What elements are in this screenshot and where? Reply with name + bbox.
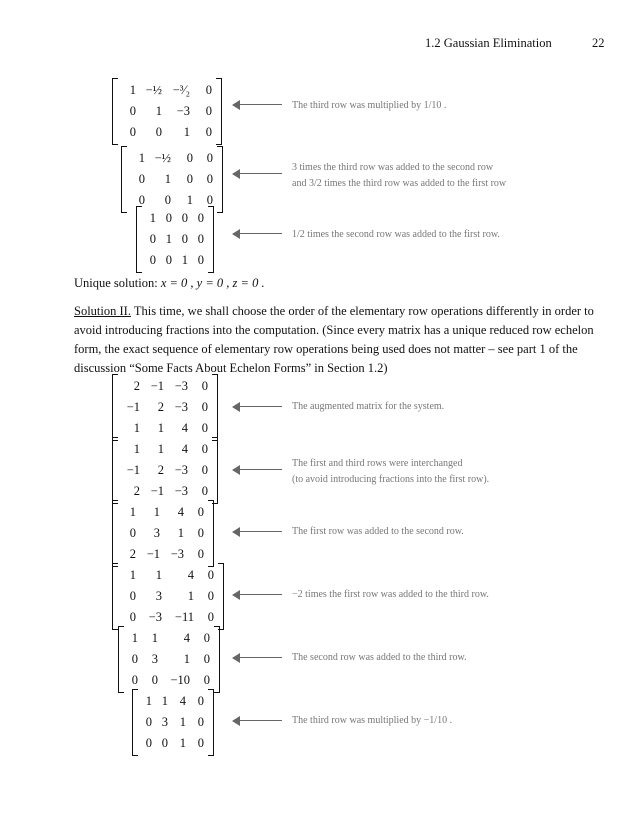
- cell: 0: [129, 589, 136, 603]
- cell: 0: [164, 193, 171, 207]
- cell: 1: [155, 104, 162, 118]
- matrix-a3: [136, 206, 214, 273]
- cell: 4: [187, 568, 194, 582]
- cell: 1: [131, 631, 138, 645]
- cell: 1: [183, 125, 190, 139]
- cell: −1: [126, 400, 140, 414]
- cell: 1: [165, 232, 172, 246]
- cell: 0: [129, 610, 136, 624]
- cell: −1: [126, 463, 140, 477]
- running-header-title: 1.2 Gaussian Elimination: [425, 36, 552, 50]
- cell: 0: [138, 172, 145, 186]
- cell: 0: [129, 104, 136, 118]
- cell: 2: [157, 400, 164, 414]
- cell: 0: [161, 736, 168, 750]
- cell: 1: [157, 442, 164, 456]
- cell: 0: [186, 172, 193, 186]
- cell: 0: [201, 379, 208, 393]
- cell: −3: [174, 484, 188, 498]
- solution-two-paragraph: [74, 302, 594, 378]
- cell: 0: [206, 172, 213, 186]
- cell: 1: [157, 421, 164, 435]
- note-b3: The first row was added to the second row.: [292, 526, 464, 537]
- cell: 0: [165, 211, 172, 225]
- cell: 0: [201, 463, 208, 477]
- cell: 3: [151, 652, 158, 666]
- cell: −½: [154, 151, 171, 165]
- cell: 3: [155, 589, 162, 603]
- cell: 0: [207, 589, 214, 603]
- note-b2-line1: The first and third rows were interchanged: [292, 458, 463, 469]
- cell: 1: [129, 568, 136, 582]
- cell: 2: [133, 379, 140, 393]
- cell: −11: [174, 610, 194, 624]
- arrow-b2: [232, 465, 282, 475]
- cell: −3: [170, 547, 184, 561]
- cell: 2: [157, 463, 164, 477]
- note-b5: The second row was added to the third row.: [292, 652, 467, 663]
- cell: −1: [150, 484, 164, 498]
- cell: 0: [201, 400, 208, 414]
- matrix-b2: [112, 437, 218, 504]
- cell: 0: [205, 83, 212, 97]
- matrix-b1: [112, 374, 218, 441]
- cell: 1: [186, 193, 193, 207]
- cell: 1: [155, 568, 162, 582]
- cell: 0: [145, 715, 152, 729]
- cell: −½: [145, 83, 162, 97]
- cell: −1: [150, 379, 164, 393]
- arrow-a3: [232, 229, 282, 239]
- matrix-b6: [132, 689, 214, 756]
- cell: −³⁄₂: [172, 83, 190, 97]
- cell: −3: [174, 379, 188, 393]
- unique-solution: [74, 274, 594, 293]
- cell: 0: [203, 652, 210, 666]
- cell: 0: [155, 125, 162, 139]
- note-a2-line2: and 3/2 times the third row was added to the first row: [292, 178, 507, 189]
- cell: 0: [201, 421, 208, 435]
- cell: 0: [205, 104, 212, 118]
- note-b2-line2: (to avoid introducing fractions into the first row).: [292, 474, 490, 485]
- cell: −3: [148, 610, 162, 624]
- cell: 0: [131, 673, 138, 687]
- cell: 4: [183, 631, 190, 645]
- cell: 0: [197, 253, 204, 267]
- cell: 0: [197, 736, 204, 750]
- arrow-b5: [232, 653, 282, 663]
- cell: 0: [203, 673, 210, 687]
- page-number: 22: [592, 36, 605, 50]
- cell: −3: [176, 104, 190, 118]
- cell: 1: [133, 442, 140, 456]
- cell: 0: [206, 193, 213, 207]
- arrow-a2: [232, 169, 282, 179]
- cell: 0: [165, 253, 172, 267]
- cell: 0: [201, 442, 208, 456]
- arrow-b4: [232, 590, 282, 600]
- cell: 0: [207, 610, 214, 624]
- cell: 0: [197, 526, 204, 540]
- note-b4: −2 times the first row was added to the third row.: [292, 589, 489, 600]
- cell: 0: [129, 526, 136, 540]
- solution-two-heading: Solution II.: [74, 304, 131, 318]
- arrow-a1: [232, 100, 282, 110]
- cell: 1: [179, 736, 186, 750]
- cell: 4: [181, 442, 188, 456]
- cell: 0: [151, 673, 158, 687]
- cell: 3: [153, 526, 160, 540]
- cell: 0: [206, 151, 213, 165]
- cell: −3: [174, 400, 188, 414]
- cell: 0: [181, 232, 188, 246]
- cell: 4: [177, 505, 184, 519]
- cell: 1: [179, 715, 186, 729]
- cell: −3: [174, 463, 188, 477]
- cell: 0: [149, 253, 156, 267]
- matrix-a2: [121, 146, 223, 213]
- matrix-b3: [112, 500, 214, 567]
- cell: 1: [133, 421, 140, 435]
- cell: 0: [207, 568, 214, 582]
- cell: −1: [146, 547, 160, 561]
- matrix-a1: [112, 78, 222, 145]
- cell: 0: [197, 505, 204, 519]
- note-a1: The third row was multiplied by 1/10 .: [292, 100, 447, 111]
- cell: 0: [197, 211, 204, 225]
- matrix-b4: [112, 563, 224, 630]
- note-a2-line1: 3 times the third row was added to the second row: [292, 162, 494, 173]
- cell: 1: [177, 526, 184, 540]
- cell: 4: [179, 694, 186, 708]
- arrow-b1: [232, 402, 282, 412]
- cell: 1: [187, 589, 194, 603]
- cell: 0: [181, 211, 188, 225]
- arrow-b6: [232, 716, 282, 726]
- note-a3: 1/2 times the second row was added to the first row.: [292, 229, 500, 240]
- cell: 0: [197, 232, 204, 246]
- cell: 0: [205, 125, 212, 139]
- cell: 3: [161, 715, 168, 729]
- cell: 1: [129, 83, 136, 97]
- cell: 4: [181, 421, 188, 435]
- matrix-b5: [118, 626, 220, 693]
- unique-solution-value: x = 0 , y = 0 , z = 0 .: [160, 276, 265, 290]
- unique-solution-label: Unique solution:: [74, 276, 158, 290]
- cell: 1: [129, 505, 136, 519]
- note-b6: The third row was multiplied by −1/10 .: [292, 715, 453, 726]
- cell: 1: [145, 694, 152, 708]
- cell: 0: [145, 736, 152, 750]
- cell: 0: [197, 694, 204, 708]
- cell: 0: [131, 652, 138, 666]
- cell: 1: [153, 505, 160, 519]
- cell: 0: [201, 484, 208, 498]
- cell: 1: [161, 694, 168, 708]
- note-b1: The augmented matrix for the system.: [292, 401, 445, 412]
- solution-two-text: This time, we shall choose the order of the elementary row operations differently in order to avoid introducing fractions into the computation. (Since every matrix has a unique reduced row echelon form, the exact sequence of elementary row operations being used does not matter – see part 1 of the discussion “Some Facts About Echelon Forms” in Section 1.2): [74, 304, 594, 375]
- cell: 0: [138, 193, 145, 207]
- cell: 1: [183, 652, 190, 666]
- cell: 2: [133, 484, 140, 498]
- arrow-b3: [232, 527, 282, 537]
- cell: 0: [186, 151, 193, 165]
- cell: 0: [197, 547, 204, 561]
- cell: 0: [203, 631, 210, 645]
- cell: 1: [164, 172, 171, 186]
- cell: 1: [151, 631, 158, 645]
- cell: 1: [181, 253, 188, 267]
- cell: 1: [149, 211, 156, 225]
- cell: 0: [197, 715, 204, 729]
- cell: −10: [170, 673, 190, 687]
- cell: 0: [149, 232, 156, 246]
- cell: 1: [138, 151, 145, 165]
- cell: 0: [129, 125, 136, 139]
- cell: 2: [129, 547, 136, 561]
